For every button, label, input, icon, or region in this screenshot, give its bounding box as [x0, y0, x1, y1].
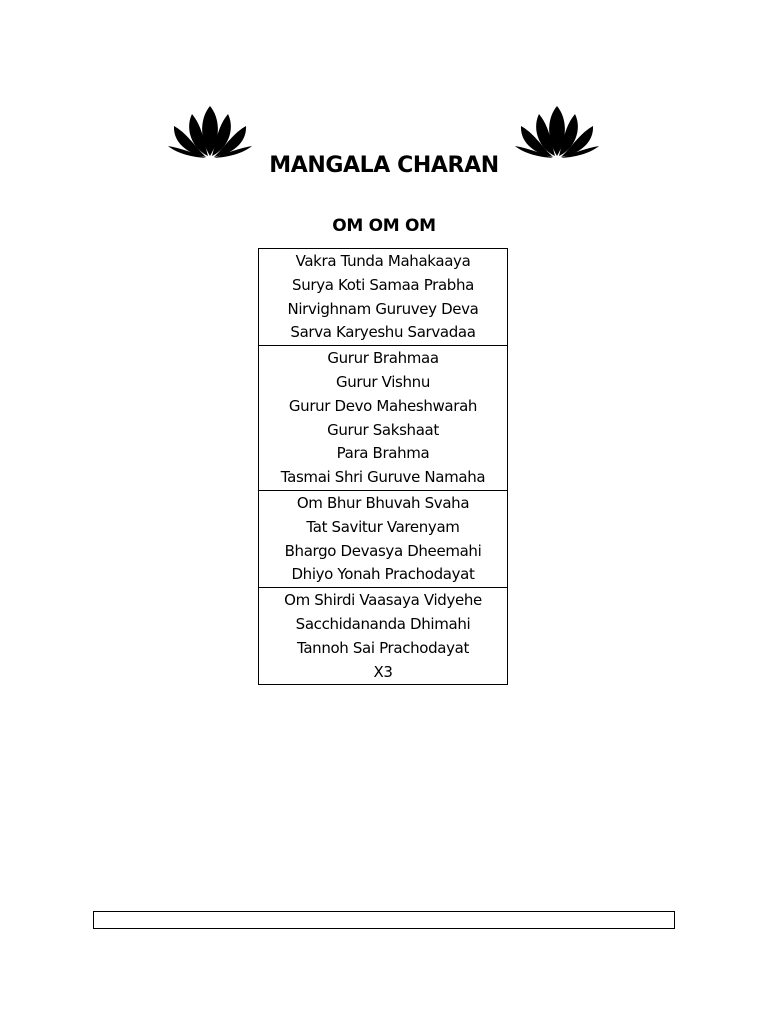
verse-block-3: [259, 490, 507, 587]
page-title: MANGALA CHARAN: [269, 153, 499, 178]
verse-block-1: [259, 249, 507, 345]
verse-line: Gurur Sakshaat: [327, 420, 439, 439]
verse-line: Nirvighnam Guruvey Deva: [287, 299, 479, 318]
verse-line: Surya Koti Samaa Prabha: [292, 275, 474, 294]
verse-line: Gurur Devo Maheshwarah: [288, 396, 478, 415]
verse-line: Sarva Karyeshu Sarvadaa: [290, 323, 476, 342]
verse-line: Dhiyo Yonah Prachodayat: [291, 565, 475, 584]
verse-line: Tat Savitur Varenyam: [306, 517, 460, 536]
verse-line: Bhargo Devasya Dheemahi: [284, 541, 482, 560]
page-subtitle: OM OM OM: [332, 216, 436, 236]
verse-line: Gurur Brahmaa: [327, 349, 439, 368]
verse-table: [258, 248, 508, 685]
verse-line: Vakra Tunda Mahakaaya: [295, 252, 471, 270]
verse-line: Om Bhur Bhuvah Svaha: [296, 493, 470, 512]
verse-line: Gurur Vishnu: [336, 372, 430, 391]
verse-block-4: [259, 587, 507, 684]
verse-line: Tasmai Shri Guruve Namaha: [280, 468, 486, 487]
verse-line: Sacchidananda Dhimahi: [295, 614, 471, 633]
verse-line: X3: [373, 662, 393, 681]
verse-block-2: [259, 345, 507, 490]
footer-box: [93, 911, 675, 929]
verse-line: Para Brahma: [336, 444, 430, 463]
verse-line: Om Shirdi Vaasaya Vidyehe: [284, 591, 482, 610]
verse-line: Tannoh Sai Prachodayat: [296, 638, 470, 657]
